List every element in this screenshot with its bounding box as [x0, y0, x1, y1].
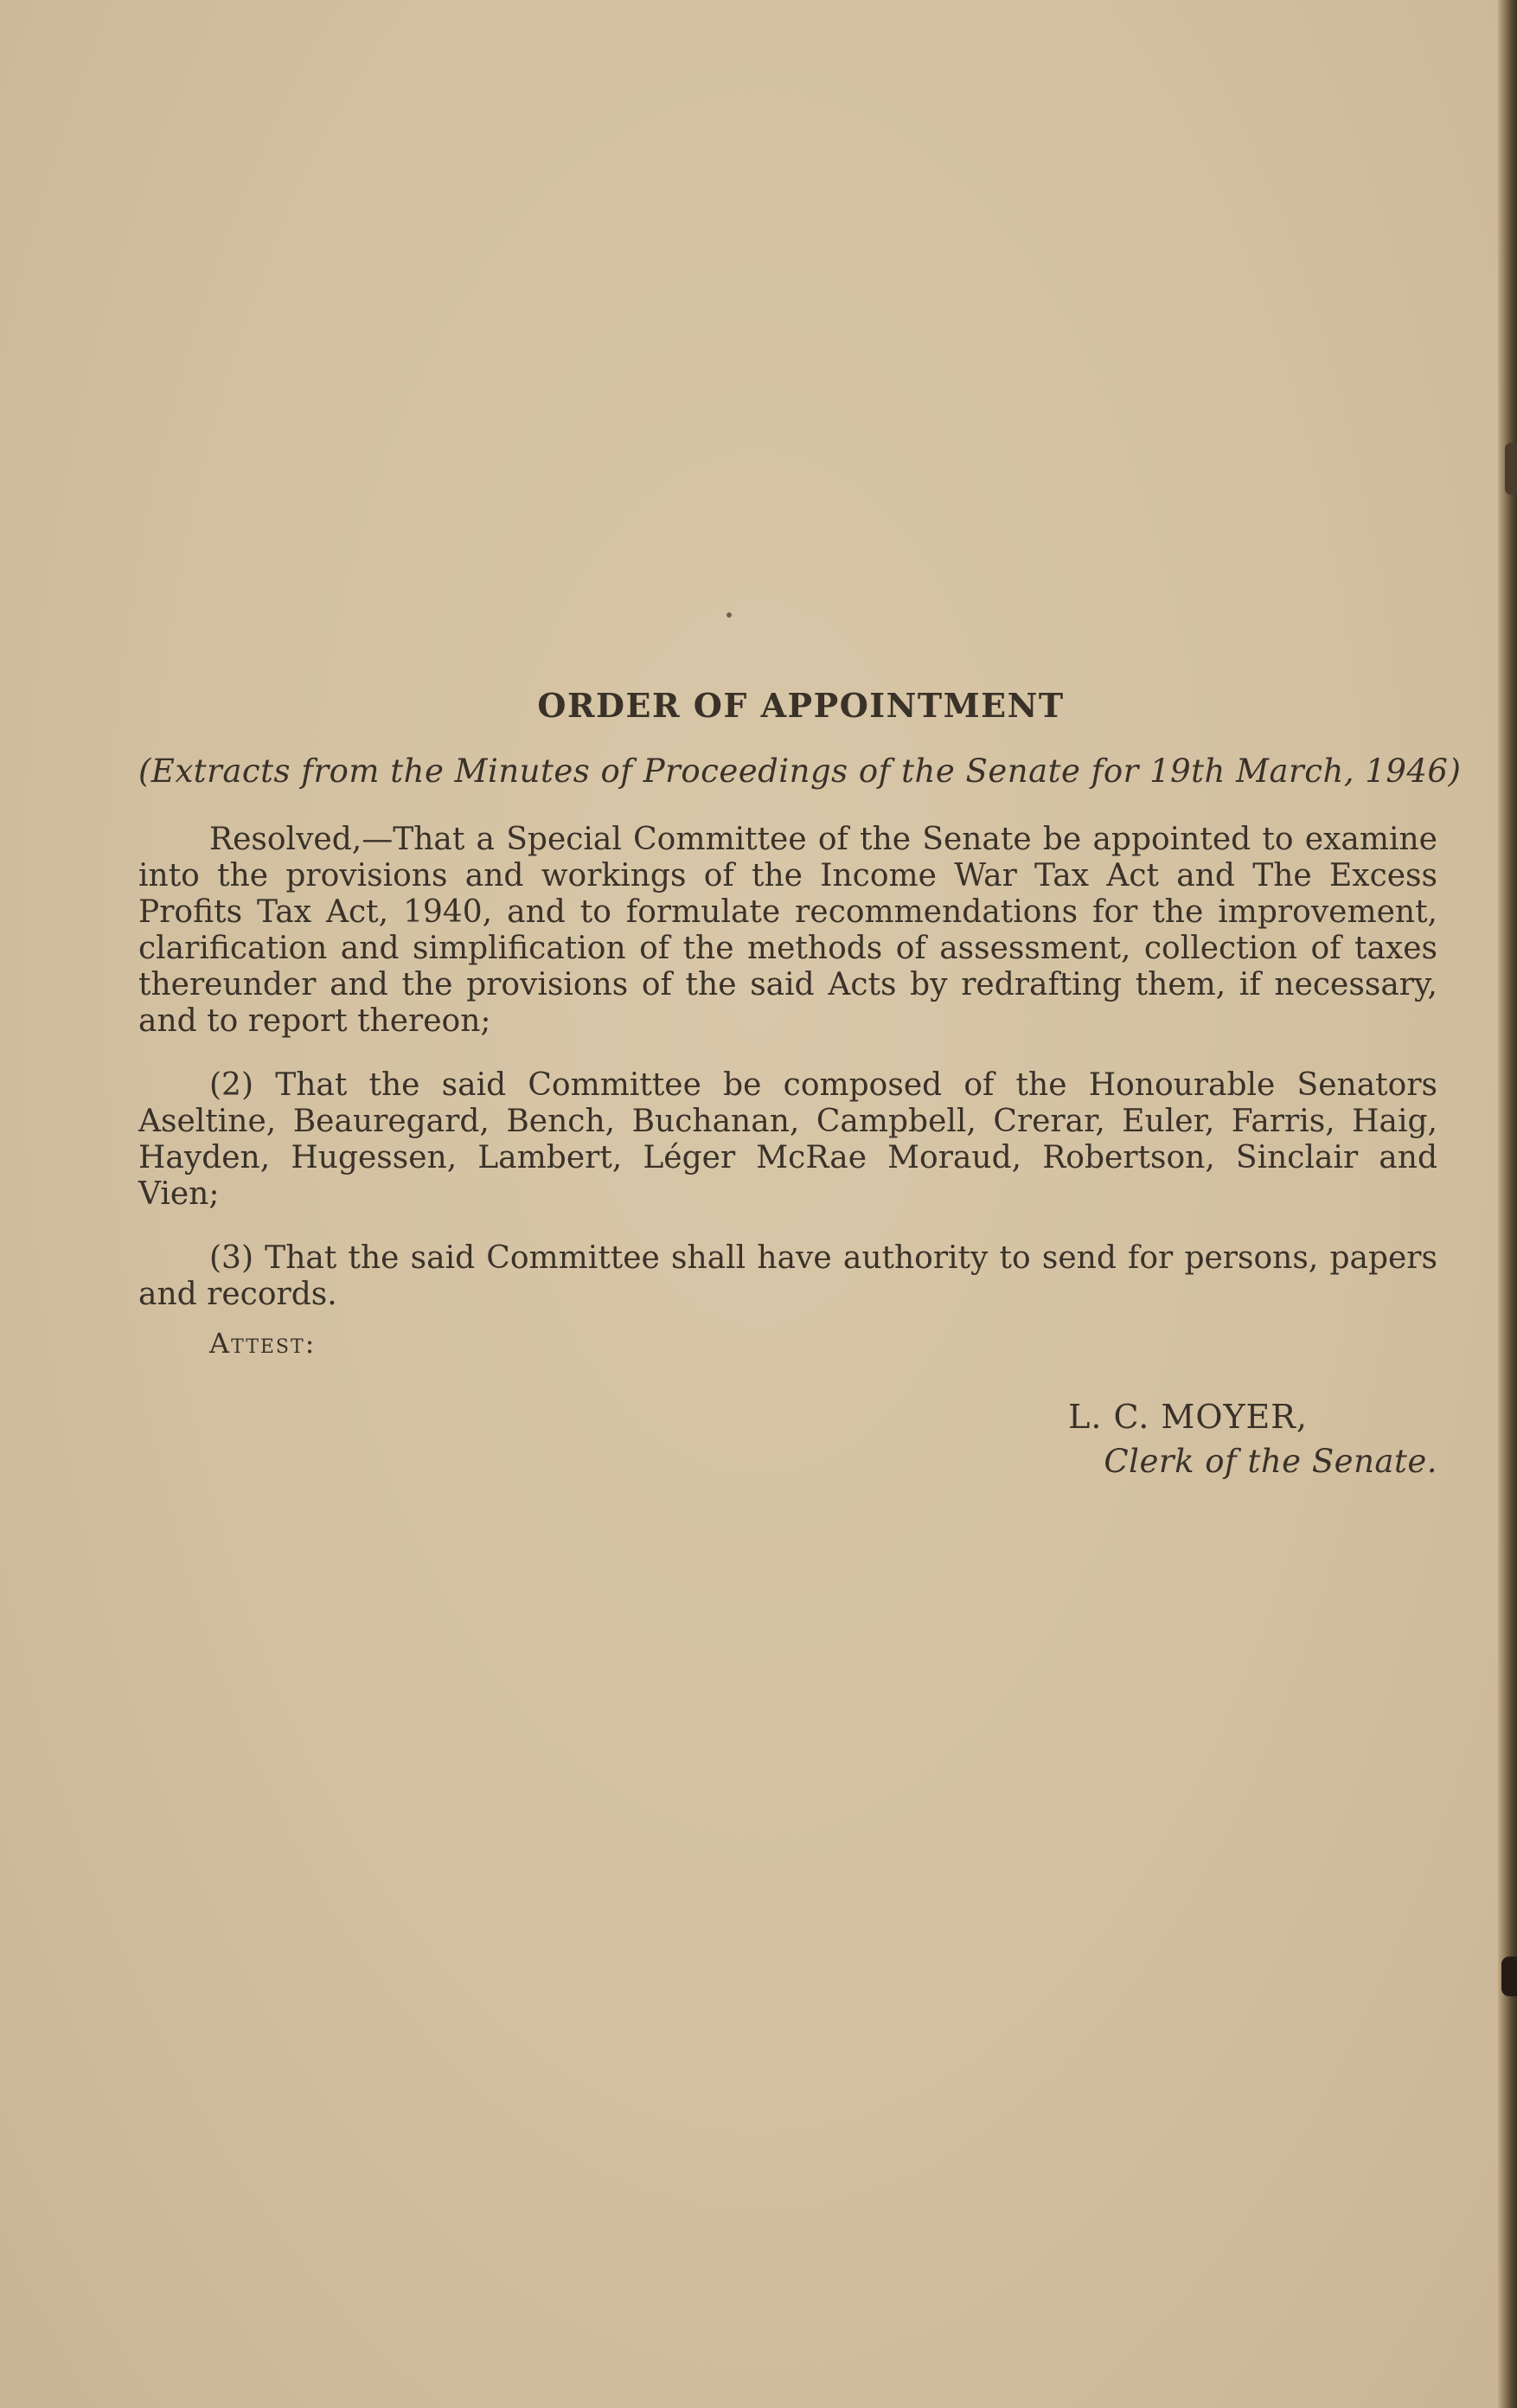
- signature-name: L. C. MOYER,: [1068, 1398, 1308, 1436]
- document-subheading: (Extracts from the Minutes of Proceedings of the Senate for 19th March, 1946): [138, 752, 1462, 790]
- document-heading: ORDER OF APPOINTMENT: [537, 686, 1065, 725]
- paper-speck: [726, 612, 732, 618]
- document-body: [138, 683, 1462, 1484]
- binding-edge: [1498, 0, 1517, 2408]
- resolution-paragraph-2: (2) That the said Committee be composed of the Honourable Senators Aseltine, Beauregard, Bench, Buchanan, Campbell, Crerar, Euler, Farris, Haig, Hayden, Hugessen, Lambert, Léger McRae Moraud, Robertson, Sinclair and Vien;: [138, 1067, 1437, 1212]
- signature-title: Clerk of the Senate.: [1104, 1443, 1437, 1480]
- binding-mark: [1501, 1956, 1517, 1996]
- resolution-paragraph-1: Resolved,—That a Special Committee of the Senate be appointed to examine into the provisions and workings of the Income War Tax Act and The Excess Profits Tax Act, 1940, and to formulate recommendations for the improvement, clarification and simplification of the methods of assessment, collection of taxes thereunder and the provisions of the said Acts by redrafting them, if necessary, and to report thereon;: [138, 822, 1437, 1039]
- binding-mark: [1505, 443, 1517, 495]
- attest-label: Attest:: [209, 1327, 317, 1360]
- signature-block: [138, 1394, 1437, 1484]
- resolution-paragraph-3: (3) That the said Committee shall have authority to send for persons, papers and records.: [138, 1240, 1437, 1312]
